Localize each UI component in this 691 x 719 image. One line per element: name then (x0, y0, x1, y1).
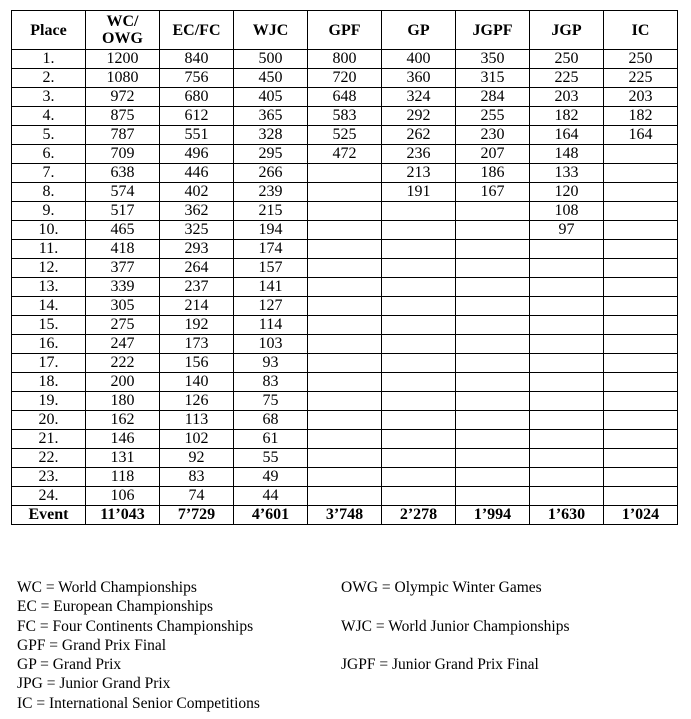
table-row (12, 145, 678, 164)
points-cell (308, 487, 382, 506)
points-cell: 648 (308, 88, 382, 107)
legend-entry: WC = World Championships (17, 579, 197, 596)
column-header-text: GPF (328, 21, 361, 39)
points-cell: 250 (530, 50, 604, 69)
points-cell: 157 (234, 259, 308, 278)
table-row (12, 164, 678, 183)
place-cell: 16. (12, 335, 86, 354)
points-cell: 207 (456, 145, 530, 164)
total-cell: 11’043 (86, 506, 160, 525)
points-cell (456, 278, 530, 297)
points-cell: 225 (530, 69, 604, 88)
points-cell: 74 (160, 487, 234, 506)
table-row (12, 430, 678, 449)
points-cell (456, 354, 530, 373)
points-cell (530, 278, 604, 297)
points-cell (382, 278, 456, 297)
place-cell: 17. (12, 354, 86, 373)
points-cell: 133 (530, 164, 604, 183)
points-cell: 292 (382, 107, 456, 126)
table-row (12, 107, 678, 126)
points-cell (604, 392, 678, 411)
points-cell: 237 (160, 278, 234, 297)
points-cell: 400 (382, 50, 456, 69)
points-cell: 141 (234, 278, 308, 297)
legend-entry: OWG = Olympic Winter Games (341, 579, 542, 596)
points-cell: 1200 (86, 50, 160, 69)
points-cell: 222 (86, 354, 160, 373)
points-cell: 146 (86, 430, 160, 449)
total-cell: 1’024 (604, 506, 678, 525)
points-cell (456, 487, 530, 506)
points-cell (604, 373, 678, 392)
column-header (382, 11, 456, 50)
points-cell: 339 (86, 278, 160, 297)
points-cell: 583 (308, 107, 382, 126)
legend-entry (341, 694, 661, 713)
points-cell: 102 (160, 430, 234, 449)
points-cell (530, 449, 604, 468)
points-cell: 324 (382, 88, 456, 107)
column-header-text: JGP (551, 21, 582, 39)
points-cell: 167 (456, 183, 530, 202)
table-row (12, 88, 678, 107)
points-cell (382, 487, 456, 506)
legend-entry (341, 674, 661, 693)
points-cell (456, 449, 530, 468)
points-cell: 164 (530, 126, 604, 145)
points-cell: 236 (382, 145, 456, 164)
legend-entry: JGPF = Junior Grand Prix Final (341, 656, 539, 674)
points-cell: 365 (234, 107, 308, 126)
column-header (86, 11, 160, 50)
points-cell: 44 (234, 487, 308, 506)
column-header-text: EC/FC (172, 21, 221, 39)
points-cell (530, 373, 604, 392)
points-cell (382, 202, 456, 221)
points-cell: 148 (530, 145, 604, 164)
points-cell (456, 221, 530, 240)
table-row (12, 240, 678, 259)
legend-entry: WJC = World Junior Championships (341, 617, 570, 635)
points-cell (382, 354, 456, 373)
total-cell: 7’729 (160, 506, 234, 525)
points-cell (308, 259, 382, 278)
points-cell: 225 (604, 69, 678, 88)
points-cell (308, 164, 382, 183)
points-cell: 114 (234, 316, 308, 335)
points-cell: 97 (530, 221, 604, 240)
column-header (530, 11, 604, 50)
points-cell (604, 411, 678, 430)
table-row (12, 183, 678, 202)
table-row (12, 221, 678, 240)
points-cell (604, 202, 678, 221)
points-cell: 186 (456, 164, 530, 183)
points-cell (604, 164, 678, 183)
column-header-text: OWG (102, 30, 143, 47)
table-row (12, 335, 678, 354)
points-cell: 127 (234, 297, 308, 316)
points-cell (308, 278, 382, 297)
points-cell (530, 392, 604, 411)
points-cell (456, 335, 530, 354)
points-cell (308, 354, 382, 373)
points-cell (308, 183, 382, 202)
points-cell (382, 468, 456, 487)
points-cell: 182 (530, 107, 604, 126)
points-cell: 266 (234, 164, 308, 183)
points-cell: 680 (160, 88, 234, 107)
points-cell (530, 259, 604, 278)
points-cell: 174 (234, 240, 308, 259)
points-cell (604, 335, 678, 354)
points-cell: 305 (86, 297, 160, 316)
column-header (308, 11, 382, 50)
points-cell: 55 (234, 449, 308, 468)
place-cell: 23. (12, 468, 86, 487)
points-cell: 377 (86, 259, 160, 278)
points-cell (456, 468, 530, 487)
legend-entry: JPG = Junior Grand Prix (17, 675, 171, 693)
points-cell (604, 354, 678, 373)
table-row (12, 202, 678, 221)
points-cell (382, 411, 456, 430)
points-cell: 709 (86, 145, 160, 164)
points-cell: 126 (160, 392, 234, 411)
points-cell (382, 259, 456, 278)
points-cell (456, 411, 530, 430)
place-cell: 3. (12, 88, 86, 107)
table-row (12, 50, 678, 69)
table-row (12, 373, 678, 392)
points-cell: 92 (160, 449, 234, 468)
points-cell (308, 411, 382, 430)
points-cell: 191 (382, 183, 456, 202)
points-cell (382, 297, 456, 316)
points-cell: 295 (234, 145, 308, 164)
points-cell: 213 (382, 164, 456, 183)
points-cell: 284 (456, 88, 530, 107)
table-body (12, 50, 678, 525)
points-cell (456, 259, 530, 278)
points-cell: 156 (160, 354, 234, 373)
points-cell: 800 (308, 50, 382, 69)
place-cell: 12. (12, 259, 86, 278)
place-cell: 4. (12, 107, 86, 126)
points-cell: 1080 (86, 69, 160, 88)
points-cell (456, 297, 530, 316)
points-cell: 350 (456, 50, 530, 69)
points-cell: 68 (234, 411, 308, 430)
points-cell (382, 335, 456, 354)
points-cell: 182 (604, 107, 678, 126)
total-label-cell: Event (12, 506, 86, 525)
table-row (12, 278, 678, 297)
column-header (160, 11, 234, 50)
points-cell: 215 (234, 202, 308, 221)
abbreviation-legend (17, 578, 570, 713)
points-cell: 194 (234, 221, 308, 240)
table-row (12, 487, 678, 506)
points-cell: 972 (86, 88, 160, 107)
total-cell: 2’278 (382, 506, 456, 525)
legend-entry: EC = European Championships (17, 598, 214, 616)
points-cell (604, 240, 678, 259)
points-cell (308, 202, 382, 221)
place-cell: 15. (12, 316, 86, 335)
legend-right-column (341, 578, 661, 713)
points-cell (308, 373, 382, 392)
table-row (12, 468, 678, 487)
column-header (234, 11, 308, 50)
points-cell (530, 354, 604, 373)
points-cell (382, 392, 456, 411)
points-cell: 264 (160, 259, 234, 278)
points-cell: 525 (308, 126, 382, 145)
points-table (11, 10, 678, 525)
points-cell: 402 (160, 183, 234, 202)
place-cell: 24. (12, 487, 86, 506)
points-cell: 275 (86, 316, 160, 335)
table-row (12, 392, 678, 411)
points-cell: 840 (160, 50, 234, 69)
header-row (12, 11, 678, 50)
points-cell (530, 411, 604, 430)
points-cell (604, 297, 678, 316)
points-cell (382, 240, 456, 259)
points-cell: 360 (382, 69, 456, 88)
points-cell (530, 487, 604, 506)
points-cell: 465 (86, 221, 160, 240)
column-header-text: Place (30, 21, 67, 39)
legend-entry: GPF = Grand Prix Final (17, 636, 167, 654)
place-cell: 6. (12, 145, 86, 164)
points-cell (308, 449, 382, 468)
legend-entry: GP = Grand Prix (17, 656, 122, 674)
place-cell: 21. (12, 430, 86, 449)
points-cell: 180 (86, 392, 160, 411)
points-cell (456, 430, 530, 449)
place-cell: 1. (12, 50, 86, 69)
points-cell: 328 (234, 126, 308, 145)
points-cell (308, 430, 382, 449)
column-header (12, 11, 86, 50)
legend-entry: FC = Four Continents Championships (17, 617, 254, 635)
points-cell (456, 202, 530, 221)
total-cell: 1’994 (456, 506, 530, 525)
legend-entry (341, 636, 661, 655)
points-cell: 255 (456, 107, 530, 126)
points-cell: 262 (382, 126, 456, 145)
points-cell: 203 (604, 88, 678, 107)
points-cell: 120 (530, 183, 604, 202)
legend-left-column (17, 578, 260, 713)
points-cell: 83 (234, 373, 308, 392)
legend-entry (341, 597, 661, 616)
points-cell (604, 145, 678, 164)
points-cell: 83 (160, 468, 234, 487)
points-cell: 113 (160, 411, 234, 430)
points-cell: 93 (234, 354, 308, 373)
points-cell: 214 (160, 297, 234, 316)
points-cell (382, 316, 456, 335)
points-cell (456, 316, 530, 335)
points-cell (604, 316, 678, 335)
points-cell (604, 183, 678, 202)
points-cell: 250 (604, 50, 678, 69)
total-cell: 4’601 (234, 506, 308, 525)
points-cell (530, 297, 604, 316)
table-row (12, 354, 678, 373)
table-row (12, 449, 678, 468)
points-cell: 325 (160, 221, 234, 240)
points-cell: 787 (86, 126, 160, 145)
points-cell (604, 259, 678, 278)
points-cell: 247 (86, 335, 160, 354)
points-cell: 612 (160, 107, 234, 126)
points-cell: 551 (160, 126, 234, 145)
column-header-text: IC (631, 21, 650, 39)
column-header-text: JGPF (472, 21, 513, 39)
place-cell: 10. (12, 221, 86, 240)
points-cell (604, 278, 678, 297)
legend-entry: IC = International Senior Competitions (17, 694, 260, 712)
points-cell: 720 (308, 69, 382, 88)
event-total-row (12, 506, 678, 525)
points-cell (308, 221, 382, 240)
points-cell (382, 221, 456, 240)
points-cell: 496 (160, 145, 234, 164)
points-cell (530, 240, 604, 259)
points-cell: 875 (86, 107, 160, 126)
points-cell (456, 392, 530, 411)
points-cell: 131 (86, 449, 160, 468)
points-cell (456, 240, 530, 259)
points-cell: 106 (86, 487, 160, 506)
points-cell (530, 468, 604, 487)
column-header (456, 11, 530, 50)
points-cell: 108 (530, 202, 604, 221)
place-cell: 20. (12, 411, 86, 430)
column-header (604, 11, 678, 50)
place-cell: 7. (12, 164, 86, 183)
points-cell (308, 392, 382, 411)
place-cell: 18. (12, 373, 86, 392)
points-cell: 418 (86, 240, 160, 259)
points-cell: 200 (86, 373, 160, 392)
place-cell: 14. (12, 297, 86, 316)
points-cell (456, 373, 530, 392)
points-cell: 446 (160, 164, 234, 183)
place-cell: 8. (12, 183, 86, 202)
points-cell: 203 (530, 88, 604, 107)
table-row (12, 69, 678, 88)
points-cell (308, 335, 382, 354)
column-header-text: WJC (252, 21, 289, 39)
column-header-text: GP (407, 21, 430, 39)
place-cell: 2. (12, 69, 86, 88)
points-cell (604, 487, 678, 506)
points-cell (308, 316, 382, 335)
points-cell: 192 (160, 316, 234, 335)
place-cell: 9. (12, 202, 86, 221)
points-cell: 315 (456, 69, 530, 88)
points-cell: 517 (86, 202, 160, 221)
table-row (12, 411, 678, 430)
total-cell: 1’630 (530, 506, 604, 525)
points-cell: 162 (86, 411, 160, 430)
points-cell (308, 240, 382, 259)
place-cell: 11. (12, 240, 86, 259)
points-cell (530, 335, 604, 354)
points-cell (530, 430, 604, 449)
place-cell: 22. (12, 449, 86, 468)
points-cell: 49 (234, 468, 308, 487)
points-cell: 103 (234, 335, 308, 354)
points-cell (530, 316, 604, 335)
points-cell: 118 (86, 468, 160, 487)
points-cell: 450 (234, 69, 308, 88)
table-row (12, 316, 678, 335)
points-cell: 293 (160, 240, 234, 259)
points-cell: 239 (234, 183, 308, 202)
points-cell: 472 (308, 145, 382, 164)
points-cell: 638 (86, 164, 160, 183)
total-cell: 3’748 (308, 506, 382, 525)
points-cell (604, 221, 678, 240)
points-cell: 574 (86, 183, 160, 202)
points-cell: 405 (234, 88, 308, 107)
column-header-text: WC/ (106, 13, 139, 30)
place-cell: 13. (12, 278, 86, 297)
table-row (12, 259, 678, 278)
points-cell: 500 (234, 50, 308, 69)
points-cell (604, 468, 678, 487)
points-cell (382, 430, 456, 449)
place-cell: 19. (12, 392, 86, 411)
points-cell: 362 (160, 202, 234, 221)
points-cell: 756 (160, 69, 234, 88)
points-cell (604, 449, 678, 468)
place-cell: 5. (12, 126, 86, 145)
points-cell (382, 373, 456, 392)
points-cell: 140 (160, 373, 234, 392)
table-row (12, 297, 678, 316)
points-cell: 173 (160, 335, 234, 354)
points-cell: 230 (456, 126, 530, 145)
points-cell: 164 (604, 126, 678, 145)
points-cell (308, 468, 382, 487)
points-cell (308, 297, 382, 316)
points-cell: 75 (234, 392, 308, 411)
table-row (12, 126, 678, 145)
points-cell (382, 449, 456, 468)
points-cell (604, 430, 678, 449)
points-cell: 61 (234, 430, 308, 449)
